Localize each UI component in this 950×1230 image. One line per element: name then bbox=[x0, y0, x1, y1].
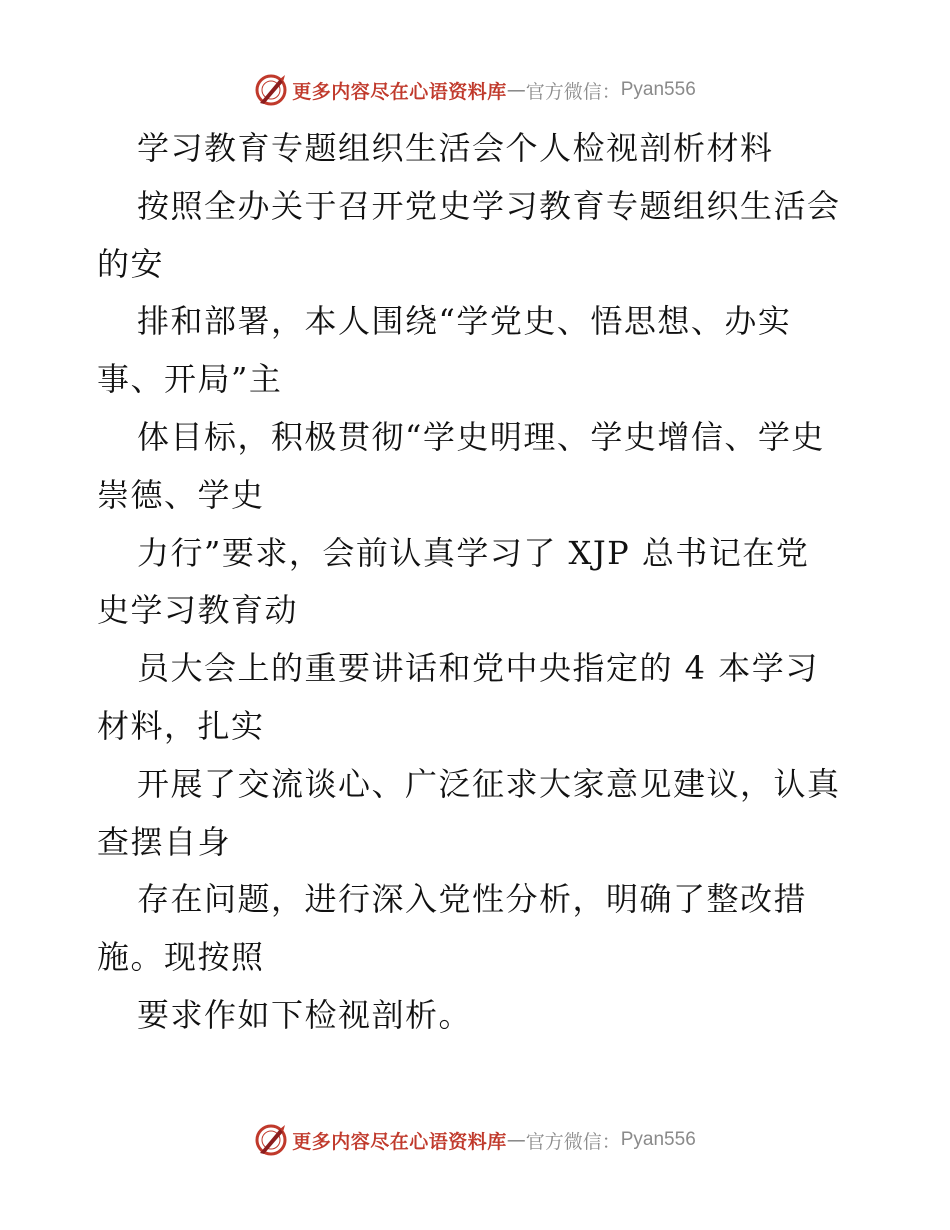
quill-logo-icon bbox=[254, 1123, 288, 1157]
paragraph-line: 事、开局”主 bbox=[97, 360, 283, 399]
paragraph-line: 施。现按照 bbox=[97, 938, 265, 977]
banner-dash: — bbox=[506, 1129, 526, 1151]
paragraph-line: 查摆自身 bbox=[97, 822, 232, 861]
paragraph-line: 体目标，积极贯彻“学史明理、学史增信、学史 bbox=[137, 417, 825, 456]
paragraph-line: 的安 bbox=[97, 244, 165, 283]
document-body bbox=[97, 120, 857, 1045]
paragraph-line: 开展了交流谈心、广泛征求大家意见建议，认真 bbox=[137, 764, 841, 803]
paragraph-line: 材料，扎实 bbox=[97, 706, 265, 745]
paragraph-line: 力行”要求，会前认真学习了 XJP 总书记在党 bbox=[137, 533, 810, 572]
banner-account: Pyan556 bbox=[620, 79, 696, 100]
quill-logo-icon bbox=[254, 73, 288, 107]
paragraph-line: 要求作如下检视剖析。 bbox=[137, 995, 473, 1034]
banner-brand-text: 更多内容尽在心语资料库 bbox=[292, 80, 507, 103]
paragraph-line: 排和部署，本人围绕“学党史、悟思想、办实 bbox=[137, 302, 792, 341]
footer-watermark bbox=[0, 1120, 950, 1160]
banner-wechat-label: 官方微信： bbox=[525, 80, 621, 103]
paragraph-line: 史学习教育动 bbox=[97, 591, 299, 630]
paragraph-line: 按照全办关于召开党史学习教育专题组织生活会 bbox=[137, 186, 841, 225]
paragraph-line: 崇德、学史 bbox=[97, 475, 265, 514]
banner-wechat-label: 官方微信： bbox=[525, 1130, 621, 1153]
banner-dash: — bbox=[506, 79, 526, 101]
paragraph-line: 员大会上的重要讲话和党中央指定的 4 本学习 bbox=[137, 649, 819, 688]
header-watermark bbox=[0, 70, 950, 110]
banner-account: Pyan556 bbox=[620, 1129, 696, 1150]
document-title: 学习教育专题组织生活会个人检视剖析材料 bbox=[137, 129, 774, 167]
paragraph-line: 存在问题，进行深入党性分析，明确了整改措 bbox=[137, 880, 808, 919]
banner-brand-text: 更多内容尽在心语资料库 bbox=[292, 1130, 507, 1153]
